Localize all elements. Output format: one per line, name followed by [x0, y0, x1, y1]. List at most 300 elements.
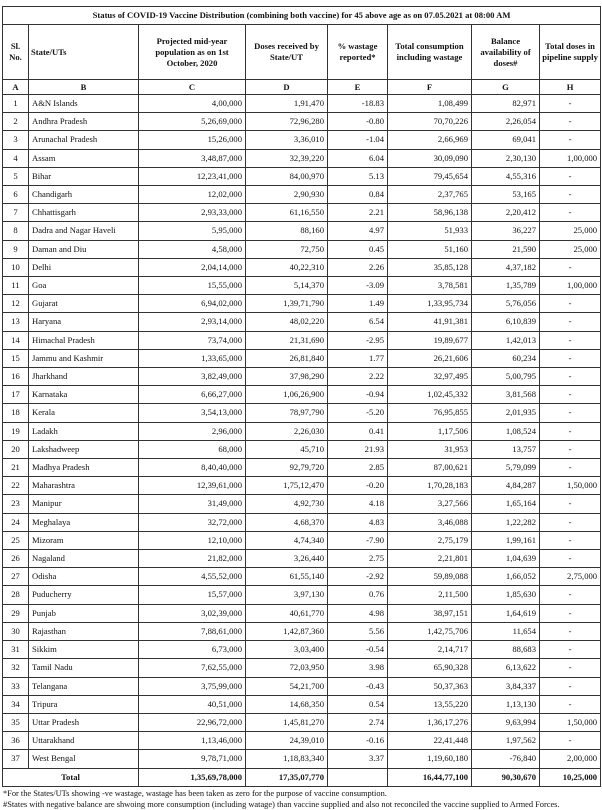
doses-received-cell: 24,39,010 [246, 732, 328, 750]
consumption-cell: 87,00,621 [388, 459, 472, 477]
table-title: Status of COVID-19 Vaccine Distribution (combining both vaccine) for 45 above age as on 07.05.2021 at 08:00 AM [3, 7, 601, 25]
wastage-cell: 1.49 [328, 295, 388, 313]
doses-received-cell: 1,18,83,340 [246, 750, 328, 768]
pipeline-cell: - [540, 167, 601, 185]
sl-no-cell: 3 [3, 131, 29, 149]
total-pipeline: 10,25,000 [540, 768, 601, 786]
state-name-cell: Ladakh [29, 422, 139, 440]
consumption-cell: 26,21,606 [388, 349, 472, 367]
sl-no-cell: 15 [3, 349, 29, 367]
sl-no-cell: 1 [3, 95, 29, 113]
state-name-cell: Karnataka [29, 386, 139, 404]
table-row [3, 204, 601, 222]
pipeline-cell: 1,50,000 [540, 477, 601, 495]
total-population: 1,35,69,78,000 [139, 768, 246, 786]
doses-received-cell: 72,750 [246, 240, 328, 258]
total-row [3, 768, 601, 786]
population-cell: 4,55,52,000 [139, 568, 246, 586]
wastage-cell: -3.09 [328, 277, 388, 295]
consumption-cell: 1,19,60,180 [388, 750, 472, 768]
consumption-cell: 3,46,088 [388, 513, 472, 531]
column-letter: G [472, 80, 540, 95]
table-row [3, 149, 601, 167]
sl-no-header: Sl. No. [3, 25, 29, 80]
doses-received-cell: 92,79,720 [246, 459, 328, 477]
total-received: 17,35,07,770 [246, 768, 328, 786]
sl-no-cell: 5 [3, 167, 29, 185]
pipeline-cell: - [540, 641, 601, 659]
population-cell: 3,48,87,000 [139, 149, 246, 167]
wastage-cell: 6.54 [328, 313, 388, 331]
doses-received-cell: 26,81,840 [246, 349, 328, 367]
wastage-cell: -2.95 [328, 331, 388, 349]
pipeline-cell: - [540, 695, 601, 713]
pipeline-cell: - [540, 495, 601, 513]
population-cell: 68,000 [139, 440, 246, 458]
consumption-cell: 2,66,969 [388, 131, 472, 149]
state-name-cell: Uttar Pradesh [29, 713, 139, 731]
state-name-cell: Kerala [29, 404, 139, 422]
doses-received-cell: 14,68,350 [246, 695, 328, 713]
balance-cell: 1,35,789 [472, 277, 540, 295]
consumption-cell: 51,160 [388, 240, 472, 258]
doses-received-cell: 32,39,220 [246, 149, 328, 167]
balance-cell: 2,26,054 [472, 113, 540, 131]
balance-cell: 36,227 [472, 222, 540, 240]
population-cell: 12,23,41,000 [139, 167, 246, 185]
population-cell: 3,02,39,000 [139, 604, 246, 622]
pipeline-cell: - [540, 677, 601, 695]
pipeline-cell: - [540, 349, 601, 367]
population-header: Projected mid-year population as on 1st October, 2020 [139, 25, 246, 80]
state-name-cell: Jharkhand [29, 368, 139, 386]
sl-no-cell: 2 [3, 113, 29, 131]
sl-no-cell: 6 [3, 186, 29, 204]
consumption-cell: 38,97,151 [388, 604, 472, 622]
doses-received-cell: 84,00,970 [246, 167, 328, 185]
consumption-cell: 3,78,581 [388, 277, 472, 295]
doses-received-cell: 2,26,030 [246, 422, 328, 440]
balance-cell: 53,165 [472, 186, 540, 204]
sl-no-cell: 29 [3, 604, 29, 622]
state-name-cell: Maharashtra [29, 477, 139, 495]
sl-no-cell: 23 [3, 495, 29, 513]
population-cell: 9,78,71,000 [139, 750, 246, 768]
table-row [3, 550, 601, 568]
doses-received-cell: 4,74,340 [246, 531, 328, 549]
population-cell: 6,94,02,000 [139, 295, 246, 313]
wastage-cell: 2.21 [328, 204, 388, 222]
state-name-cell: Madhya Pradesh [29, 459, 139, 477]
state-name-cell: Meghalaya [29, 513, 139, 531]
doses-received-cell: 72,96,280 [246, 113, 328, 131]
wastage-cell: 0.84 [328, 186, 388, 204]
population-cell: 6,66,27,000 [139, 386, 246, 404]
total-wastage [328, 768, 388, 786]
balance-cell: 5,00,795 [472, 368, 540, 386]
sl-no-cell: 22 [3, 477, 29, 495]
balance-cell: 4,55,316 [472, 167, 540, 185]
balance-header: Balance availability of doses# [472, 25, 540, 80]
wastage-cell: 5.13 [328, 167, 388, 185]
doses-received-cell: 4,68,370 [246, 513, 328, 531]
sl-no-cell: 19 [3, 422, 29, 440]
sl-no-cell: 11 [3, 277, 29, 295]
pipeline-cell: - [540, 113, 601, 131]
state-name-cell: Uttarakhand [29, 732, 139, 750]
wastage-cell: 0.41 [328, 422, 388, 440]
pipeline-cell: - [540, 459, 601, 477]
pipeline-cell: - [540, 331, 601, 349]
doses-received-cell: 54,21,700 [246, 677, 328, 695]
state-name-cell: West Bengal [29, 750, 139, 768]
state-name-cell: Odisha [29, 568, 139, 586]
sl-no-cell: 33 [3, 677, 29, 695]
doses-received-cell: 45,710 [246, 440, 328, 458]
pipeline-cell: 1,00,000 [540, 149, 601, 167]
population-cell: 31,49,000 [139, 495, 246, 513]
pipeline-cell: - [540, 586, 601, 604]
state-name-cell: Chandigarh [29, 186, 139, 204]
wastage-cell: 1.77 [328, 349, 388, 367]
consumption-cell: 2,11,500 [388, 586, 472, 604]
state-name-cell: Tamil Nadu [29, 659, 139, 677]
sl-no-cell: 27 [3, 568, 29, 586]
table-row [3, 695, 601, 713]
wastage-cell: -2.92 [328, 568, 388, 586]
pipeline-cell: - [540, 186, 601, 204]
table-row [3, 568, 601, 586]
sl-no-cell: 18 [3, 404, 29, 422]
doses-received-cell: 1,91,470 [246, 95, 328, 113]
pipeline-cell: - [540, 204, 601, 222]
consumption-cell: 70,70,226 [388, 113, 472, 131]
sl-no-cell: 37 [3, 750, 29, 768]
doses-received-cell: 1,39,71,790 [246, 295, 328, 313]
balance-cell: 1,13,130 [472, 695, 540, 713]
table-row [3, 277, 601, 295]
population-cell: 3,82,49,000 [139, 368, 246, 386]
state-name-cell: Gujarat [29, 295, 139, 313]
sl-no-cell: 4 [3, 149, 29, 167]
pipeline-cell: - [540, 440, 601, 458]
pipeline-cell: - [540, 531, 601, 549]
population-cell: 8,40,40,000 [139, 459, 246, 477]
population-cell: 2,93,14,000 [139, 313, 246, 331]
wastage-cell: -7.90 [328, 531, 388, 549]
wastage-cell: -0.94 [328, 386, 388, 404]
wastage-cell: -0.20 [328, 477, 388, 495]
wastage-cell: -0.43 [328, 677, 388, 695]
sl-no-cell: 9 [3, 240, 29, 258]
consumption-cell: 32,97,495 [388, 368, 472, 386]
sl-no-cell: 34 [3, 695, 29, 713]
consumption-cell: 19,89,677 [388, 331, 472, 349]
population-cell: 1,33,65,000 [139, 349, 246, 367]
balance-cell: 2,01,935 [472, 404, 540, 422]
doses-received-cell: 88,160 [246, 222, 328, 240]
wastage-header: % wastage reported* [328, 25, 388, 80]
total-label: Total [3, 768, 139, 786]
doses-received-cell: 4,92,730 [246, 495, 328, 513]
sl-no-cell: 10 [3, 258, 29, 276]
population-cell: 2,96,000 [139, 422, 246, 440]
balance-cell: 88,683 [472, 641, 540, 659]
state-header: State/UTs [29, 25, 139, 80]
state-name-cell: Sikkim [29, 641, 139, 659]
doses-received-cell: 1,06,26,900 [246, 386, 328, 404]
column-headers [3, 25, 601, 80]
wastage-cell: -18.83 [328, 95, 388, 113]
sl-no-cell: 25 [3, 531, 29, 549]
balance-cell: 9,63,994 [472, 713, 540, 731]
table-row [3, 131, 601, 149]
doses-received-cell: 37,98,290 [246, 368, 328, 386]
pipeline-cell: - [540, 313, 601, 331]
table-row [3, 186, 601, 204]
pipeline-cell: - [540, 422, 601, 440]
sl-no-cell: 20 [3, 440, 29, 458]
consumption-header: Total consumption including wastage [388, 25, 472, 80]
balance-cell: 6,10,839 [472, 313, 540, 331]
balance-cell: 1,99,161 [472, 531, 540, 549]
balance-cell: 5,76,056 [472, 295, 540, 313]
table-row [3, 713, 601, 731]
doses-received-cell: 3,36,010 [246, 131, 328, 149]
population-cell: 12,10,000 [139, 531, 246, 549]
balance-cell: 1,42,013 [472, 331, 540, 349]
pipeline-cell: - [540, 131, 601, 149]
state-name-cell: Haryana [29, 313, 139, 331]
total-consumption: 16,44,77,100 [388, 768, 472, 786]
consumption-cell: 51,933 [388, 222, 472, 240]
wastage-cell: 2.74 [328, 713, 388, 731]
consumption-cell: 35,85,128 [388, 258, 472, 276]
balance-cell: 1,85,630 [472, 586, 540, 604]
column-letter: D [246, 80, 328, 95]
consumption-cell: 13,55,220 [388, 695, 472, 713]
doses-received-cell: 3,26,440 [246, 550, 328, 568]
population-cell: 15,26,000 [139, 131, 246, 149]
population-cell: 7,88,61,000 [139, 622, 246, 640]
consumption-cell: 76,95,855 [388, 404, 472, 422]
doses-received-header: Doses received by State/UT [246, 25, 328, 80]
state-name-cell: Manipur [29, 495, 139, 513]
sl-no-cell: 36 [3, 732, 29, 750]
table-row [3, 440, 601, 458]
state-name-cell: Puducherry [29, 586, 139, 604]
population-cell: 21,82,000 [139, 550, 246, 568]
wastage-cell: 3.37 [328, 750, 388, 768]
wastage-cell: -1.04 [328, 131, 388, 149]
sl-no-cell: 16 [3, 368, 29, 386]
table-row [3, 404, 601, 422]
population-cell: 32,72,000 [139, 513, 246, 531]
balance-cell: 2,30,130 [472, 149, 540, 167]
population-cell: 4,00,000 [139, 95, 246, 113]
table-row [3, 477, 601, 495]
pipeline-cell: - [540, 95, 601, 113]
consumption-cell: 50,37,363 [388, 677, 472, 695]
consumption-cell: 1,02,45,332 [388, 386, 472, 404]
consumption-cell: 1,70,28,183 [388, 477, 472, 495]
wastage-cell: 0.45 [328, 240, 388, 258]
pipeline-cell: - [540, 404, 601, 422]
column-letter: E [328, 80, 388, 95]
sl-no-cell: 17 [3, 386, 29, 404]
consumption-cell: 3,27,566 [388, 495, 472, 513]
table-row [3, 677, 601, 695]
table-row [3, 659, 601, 677]
consumption-cell: 2,75,179 [388, 531, 472, 549]
sl-no-cell: 12 [3, 295, 29, 313]
pipeline-cell: 25,000 [540, 222, 601, 240]
balance-cell: 1,97,562 [472, 732, 540, 750]
doses-received-cell: 1,45,81,270 [246, 713, 328, 731]
state-name-cell: Himachal Pradesh [29, 331, 139, 349]
wastage-cell: 4.83 [328, 513, 388, 531]
wastage-cell: 4.18 [328, 495, 388, 513]
sl-no-cell: 28 [3, 586, 29, 604]
table-row [3, 495, 601, 513]
consumption-cell: 31,953 [388, 440, 472, 458]
population-cell: 73,74,000 [139, 331, 246, 349]
wastage-cell: 0.54 [328, 695, 388, 713]
state-name-cell: Mizoram [29, 531, 139, 549]
state-name-cell: Daman and Diu [29, 240, 139, 258]
population-cell: 15,55,000 [139, 277, 246, 295]
table-row [3, 331, 601, 349]
doses-received-cell: 21,31,690 [246, 331, 328, 349]
table-row [3, 422, 601, 440]
sl-no-cell: 26 [3, 550, 29, 568]
consumption-cell: 1,42,75,706 [388, 622, 472, 640]
balance-cell: 5,79,099 [472, 459, 540, 477]
consumption-cell: 41,91,381 [388, 313, 472, 331]
table-row [3, 386, 601, 404]
balance-cell: -76,840 [472, 750, 540, 768]
balance-cell: 1,04,639 [472, 550, 540, 568]
sl-no-cell: 7 [3, 204, 29, 222]
sl-no-cell: 32 [3, 659, 29, 677]
column-letter: C [139, 80, 246, 95]
balance-cell: 3,84,337 [472, 677, 540, 695]
state-name-cell: Punjab [29, 604, 139, 622]
vaccine-distribution-table [2, 6, 601, 787]
wastage-cell: 4.98 [328, 604, 388, 622]
pipeline-cell: - [540, 295, 601, 313]
population-cell: 3,75,99,000 [139, 677, 246, 695]
vaccine-distribution-document [2, 6, 600, 810]
wastage-cell: 0.76 [328, 586, 388, 604]
wastage-cell: 2.75 [328, 550, 388, 568]
balance-cell: 6,13,622 [472, 659, 540, 677]
table-row [3, 349, 601, 367]
doses-received-cell: 40,61,770 [246, 604, 328, 622]
population-cell: 12,02,000 [139, 186, 246, 204]
column-letters [3, 80, 601, 95]
wastage-cell: 2.26 [328, 258, 388, 276]
sl-no-cell: 13 [3, 313, 29, 331]
consumption-cell: 22,41,448 [388, 732, 472, 750]
population-cell: 40,51,000 [139, 695, 246, 713]
table-row [3, 513, 601, 531]
state-name-cell: Goa [29, 277, 139, 295]
consumption-cell: 59,89,088 [388, 568, 472, 586]
balance-cell: 1,65,164 [472, 495, 540, 513]
state-name-cell: Dadra and Nagar Haveli [29, 222, 139, 240]
consumption-cell: 58,96,138 [388, 204, 472, 222]
pipeline-cell: - [540, 604, 601, 622]
consumption-cell: 2,37,765 [388, 186, 472, 204]
doses-received-cell: 1,75,12,470 [246, 477, 328, 495]
balance-cell: 21,590 [472, 240, 540, 258]
wastage-cell: -0.54 [328, 641, 388, 659]
table-row [3, 750, 601, 768]
table-row [3, 313, 601, 331]
population-cell: 15,57,000 [139, 586, 246, 604]
doses-received-cell: 2,90,930 [246, 186, 328, 204]
doses-received-cell: 5,14,370 [246, 277, 328, 295]
wastage-cell: -0.16 [328, 732, 388, 750]
table-row [3, 167, 601, 185]
balance-cell: 3,81,568 [472, 386, 540, 404]
pipeline-cell: - [540, 659, 601, 677]
balance-cell: 11,654 [472, 622, 540, 640]
table-row [3, 459, 601, 477]
consumption-cell: 1,36,17,276 [388, 713, 472, 731]
state-name-cell: Tripura [29, 695, 139, 713]
doses-received-cell: 48,02,220 [246, 313, 328, 331]
population-cell: 5,26,69,000 [139, 113, 246, 131]
balance-cell: 1,22,282 [472, 513, 540, 531]
sl-no-cell: 30 [3, 622, 29, 640]
table-row [3, 240, 601, 258]
balance-cell: 60,234 [472, 349, 540, 367]
population-cell: 5,95,000 [139, 222, 246, 240]
table-row [3, 95, 601, 113]
pipeline-cell: 1,00,000 [540, 277, 601, 295]
balance-cell: 1,66,052 [472, 568, 540, 586]
balance-cell: 4,37,182 [472, 258, 540, 276]
state-name-cell: Delhi [29, 258, 139, 276]
table-row [3, 641, 601, 659]
pipeline-cell: 2,75,000 [540, 568, 601, 586]
wastage-cell: 5.56 [328, 622, 388, 640]
state-name-cell: Arunachal Pradesh [29, 131, 139, 149]
wastage-cell: -0.80 [328, 113, 388, 131]
wastage-cell: 2.85 [328, 459, 388, 477]
population-cell: 22,96,72,000 [139, 713, 246, 731]
population-cell: 2,93,33,000 [139, 204, 246, 222]
pipeline-cell: - [540, 622, 601, 640]
table-row [3, 622, 601, 640]
consumption-cell: 1,08,499 [388, 95, 472, 113]
pipeline-cell: - [540, 386, 601, 404]
consumption-cell: 2,21,801 [388, 550, 472, 568]
doses-received-cell: 72,03,950 [246, 659, 328, 677]
consumption-cell: 65,90,328 [388, 659, 472, 677]
balance-cell: 4,84,287 [472, 477, 540, 495]
table-row [3, 732, 601, 750]
population-cell: 12,39,61,000 [139, 477, 246, 495]
state-name-cell: Assam [29, 149, 139, 167]
balance-cell: 1,64,619 [472, 604, 540, 622]
state-name-cell: Rajasthan [29, 622, 139, 640]
pipeline-cell: 2,00,000 [540, 750, 601, 768]
pipeline-cell: - [540, 732, 601, 750]
pipeline-cell: - [540, 550, 601, 568]
